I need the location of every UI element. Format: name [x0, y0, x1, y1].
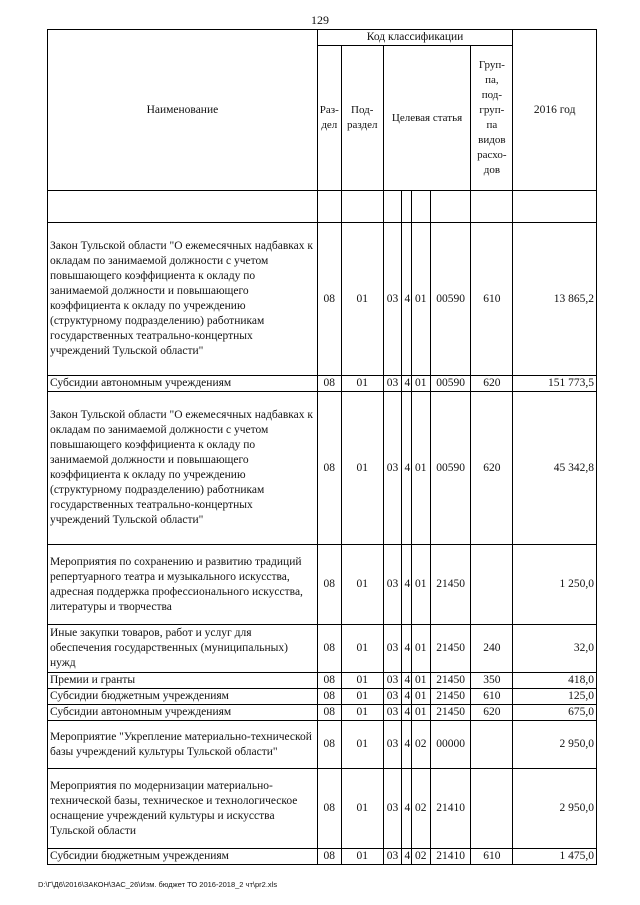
row-amount: 418,0: [513, 673, 597, 689]
row-expense-type: 620: [471, 705, 513, 721]
row-target-article-event: 02: [411, 769, 430, 849]
row-name: Субсидии автономным учреждениям: [48, 376, 318, 392]
row-target-article-subprogram: 4: [402, 769, 411, 849]
row-target-article-subprogram: 4: [402, 705, 411, 721]
row-target-article-program: 03: [383, 705, 402, 721]
row-name: Мероприятие "Укрепление материально-технической базы учреждений культуры Тульской области": [48, 721, 318, 769]
row-expense-type: 620: [471, 392, 513, 545]
row-name: Субсидии бюджетным учреждениям: [48, 689, 318, 705]
row-target-article-subprogram: 4: [402, 545, 411, 625]
row-razdel: 08: [317, 769, 341, 849]
row-target-article-program: 03: [383, 769, 402, 849]
table-row: [48, 392, 597, 545]
header-subsection: Под- раздел: [341, 46, 383, 191]
row-expense-type: [471, 721, 513, 769]
row-expense-type: 350: [471, 673, 513, 689]
row-target-article-event: 01: [411, 392, 430, 545]
row-razdel: 08: [317, 849, 341, 865]
row-target-article-program: 03: [383, 673, 402, 689]
row-target-article-subprogram: 4: [402, 392, 411, 545]
row-razdel: 08: [317, 721, 341, 769]
row-name: Премии и гранты: [48, 673, 318, 689]
row-target-article-event: 02: [411, 849, 430, 865]
row-name: Субсидии бюджетным учреждениям: [48, 849, 318, 865]
row-podrazdel: 01: [341, 223, 383, 376]
row-expense-type: [471, 545, 513, 625]
row-target-article-event: 01: [411, 376, 430, 392]
row-razdel: 08: [317, 545, 341, 625]
row-podrazdel: 01: [341, 625, 383, 673]
page-number: 129: [311, 13, 329, 27]
row-razdel: 08: [317, 689, 341, 705]
budget-table: [47, 29, 597, 865]
row-expense-type: 610: [471, 223, 513, 376]
table-row: [48, 769, 597, 849]
header-expense-group: Груп- па, под- груп- па видов расхо- дов: [471, 46, 513, 191]
table-row: [48, 545, 597, 625]
table-row: [48, 705, 597, 721]
header-name: Наименование: [48, 30, 318, 191]
row-target-article-program: 03: [383, 376, 402, 392]
row-target-article-event: 01: [411, 689, 430, 705]
table-body: [48, 223, 597, 865]
row-target-article-program: 03: [383, 689, 402, 705]
row-target-article-direction: 00590: [430, 223, 471, 376]
row-expense-type: 610: [471, 849, 513, 865]
row-podrazdel: 01: [341, 689, 383, 705]
table-row: [48, 625, 597, 673]
row-target-article-direction: 21450: [430, 705, 471, 721]
row-podrazdel: 01: [341, 376, 383, 392]
row-target-article-program: 03: [383, 545, 402, 625]
row-amount: 45 342,8: [513, 392, 597, 545]
row-amount: 2 950,0: [513, 721, 597, 769]
row-razdel: 08: [317, 376, 341, 392]
row-razdel: 08: [317, 392, 341, 545]
row-name: Закон Тульской области "О ежемесячных надбавках к окладам по занимаемой должности с учетом повышающего коэффициента к окладу по занимаемой должности и повышающего коэффициента к окладу по учреждению (структурному подразделению) работникам государственных театрально-концертных учреждений Тульской области": [48, 223, 318, 376]
row-razdel: 08: [317, 223, 341, 376]
row-target-article-event: 01: [411, 545, 430, 625]
row-name: Иные закупки товаров, работ и услуг для обеспечения государственных (муниципальных) нужд: [48, 625, 318, 673]
row-target-article-direction: 21450: [430, 545, 471, 625]
row-target-article-subprogram: 4: [402, 625, 411, 673]
row-expense-type: 610: [471, 689, 513, 705]
row-name: Мероприятия по модернизации материально-технической базы, техническое и технологическое оснащение учреждений культуры и искусства Тульской области: [48, 769, 318, 849]
table-row: [48, 223, 597, 376]
row-target-article-program: 03: [383, 392, 402, 545]
row-podrazdel: 01: [341, 721, 383, 769]
row-target-article-direction: 21410: [430, 769, 471, 849]
row-target-article-direction: 00000: [430, 721, 471, 769]
row-target-article-event: 01: [411, 223, 430, 376]
row-target-article-event: 01: [411, 673, 430, 689]
header-section: Раз- дел: [317, 46, 341, 191]
row-target-article-subprogram: 4: [402, 376, 411, 392]
row-name: Закон Тульской области "О ежемесячных надбавках к окладам по занимаемой должности с учетом повышающего коэффициента к окладу по занимаемой должности и повышающего коэффициента к окладу по учреждению (структурному подразделению) работникам государственных театрально-концертных учреждений Тульской области": [48, 392, 318, 545]
row-podrazdel: 01: [341, 545, 383, 625]
row-target-article-program: 03: [383, 625, 402, 673]
row-razdel: 08: [317, 625, 341, 673]
row-target-article-event: 02: [411, 721, 430, 769]
row-target-article-program: 03: [383, 849, 402, 865]
row-target-article-subprogram: 4: [402, 849, 411, 865]
row-target-article-subprogram: 4: [402, 223, 411, 376]
row-target-article-program: 03: [383, 223, 402, 376]
header-year: 2016 год: [513, 30, 597, 191]
row-target-article-direction: 21450: [430, 673, 471, 689]
row-amount: 151 773,5: [513, 376, 597, 392]
table-row: [48, 721, 597, 769]
header-target-article: Целевая статья: [383, 46, 471, 191]
row-name: Субсидии автономным учреждениям: [48, 705, 318, 721]
row-podrazdel: 01: [341, 705, 383, 721]
row-target-article-subprogram: 4: [402, 721, 411, 769]
table-row: [48, 376, 597, 392]
row-amount: 1 250,0: [513, 545, 597, 625]
row-podrazdel: 01: [341, 769, 383, 849]
row-podrazdel: 01: [341, 673, 383, 689]
row-razdel: 08: [317, 673, 341, 689]
row-expense-type: [471, 769, 513, 849]
row-target-article-event: 01: [411, 625, 430, 673]
row-target-article-direction: 21410: [430, 849, 471, 865]
table-row: [48, 673, 597, 689]
row-amount: 1 475,0: [513, 849, 597, 865]
row-amount: 13 865,2: [513, 223, 597, 376]
row-amount: 675,0: [513, 705, 597, 721]
row-amount: 125,0: [513, 689, 597, 705]
row-amount: 32,0: [513, 625, 597, 673]
row-target-article-direction: 21450: [430, 689, 471, 705]
row-target-article-subprogram: 4: [402, 673, 411, 689]
file-path-footer: D:\Г\Д6\2016\ЗАКОН\ЗАС_26\Изм. бюджет ТО 2016-2018_2 чт\pr2.xls: [38, 880, 278, 889]
row-podrazdel: 01: [341, 849, 383, 865]
row-target-article-subprogram: 4: [402, 689, 411, 705]
table-row: [48, 849, 597, 865]
header-classification-code: Код классификации: [317, 30, 513, 46]
row-expense-type: 240: [471, 625, 513, 673]
row-target-article-direction: 00590: [430, 376, 471, 392]
row-target-article-program: 03: [383, 721, 402, 769]
row-razdel: 08: [317, 705, 341, 721]
row-target-article-direction: 00590: [430, 392, 471, 545]
table-row: [48, 689, 597, 705]
row-amount: 2 950,0: [513, 769, 597, 849]
row-expense-type: 620: [471, 376, 513, 392]
row-target-article-direction: 21450: [430, 625, 471, 673]
row-target-article-event: 01: [411, 705, 430, 721]
header-spacer-row: [48, 191, 597, 223]
row-name: Мероприятия по сохранению и развитию традиций репертуарного театра и музыкального искусства, адресная поддержка профессионального искусства, литературы и творчества: [48, 545, 318, 625]
row-podrazdel: 01: [341, 392, 383, 545]
